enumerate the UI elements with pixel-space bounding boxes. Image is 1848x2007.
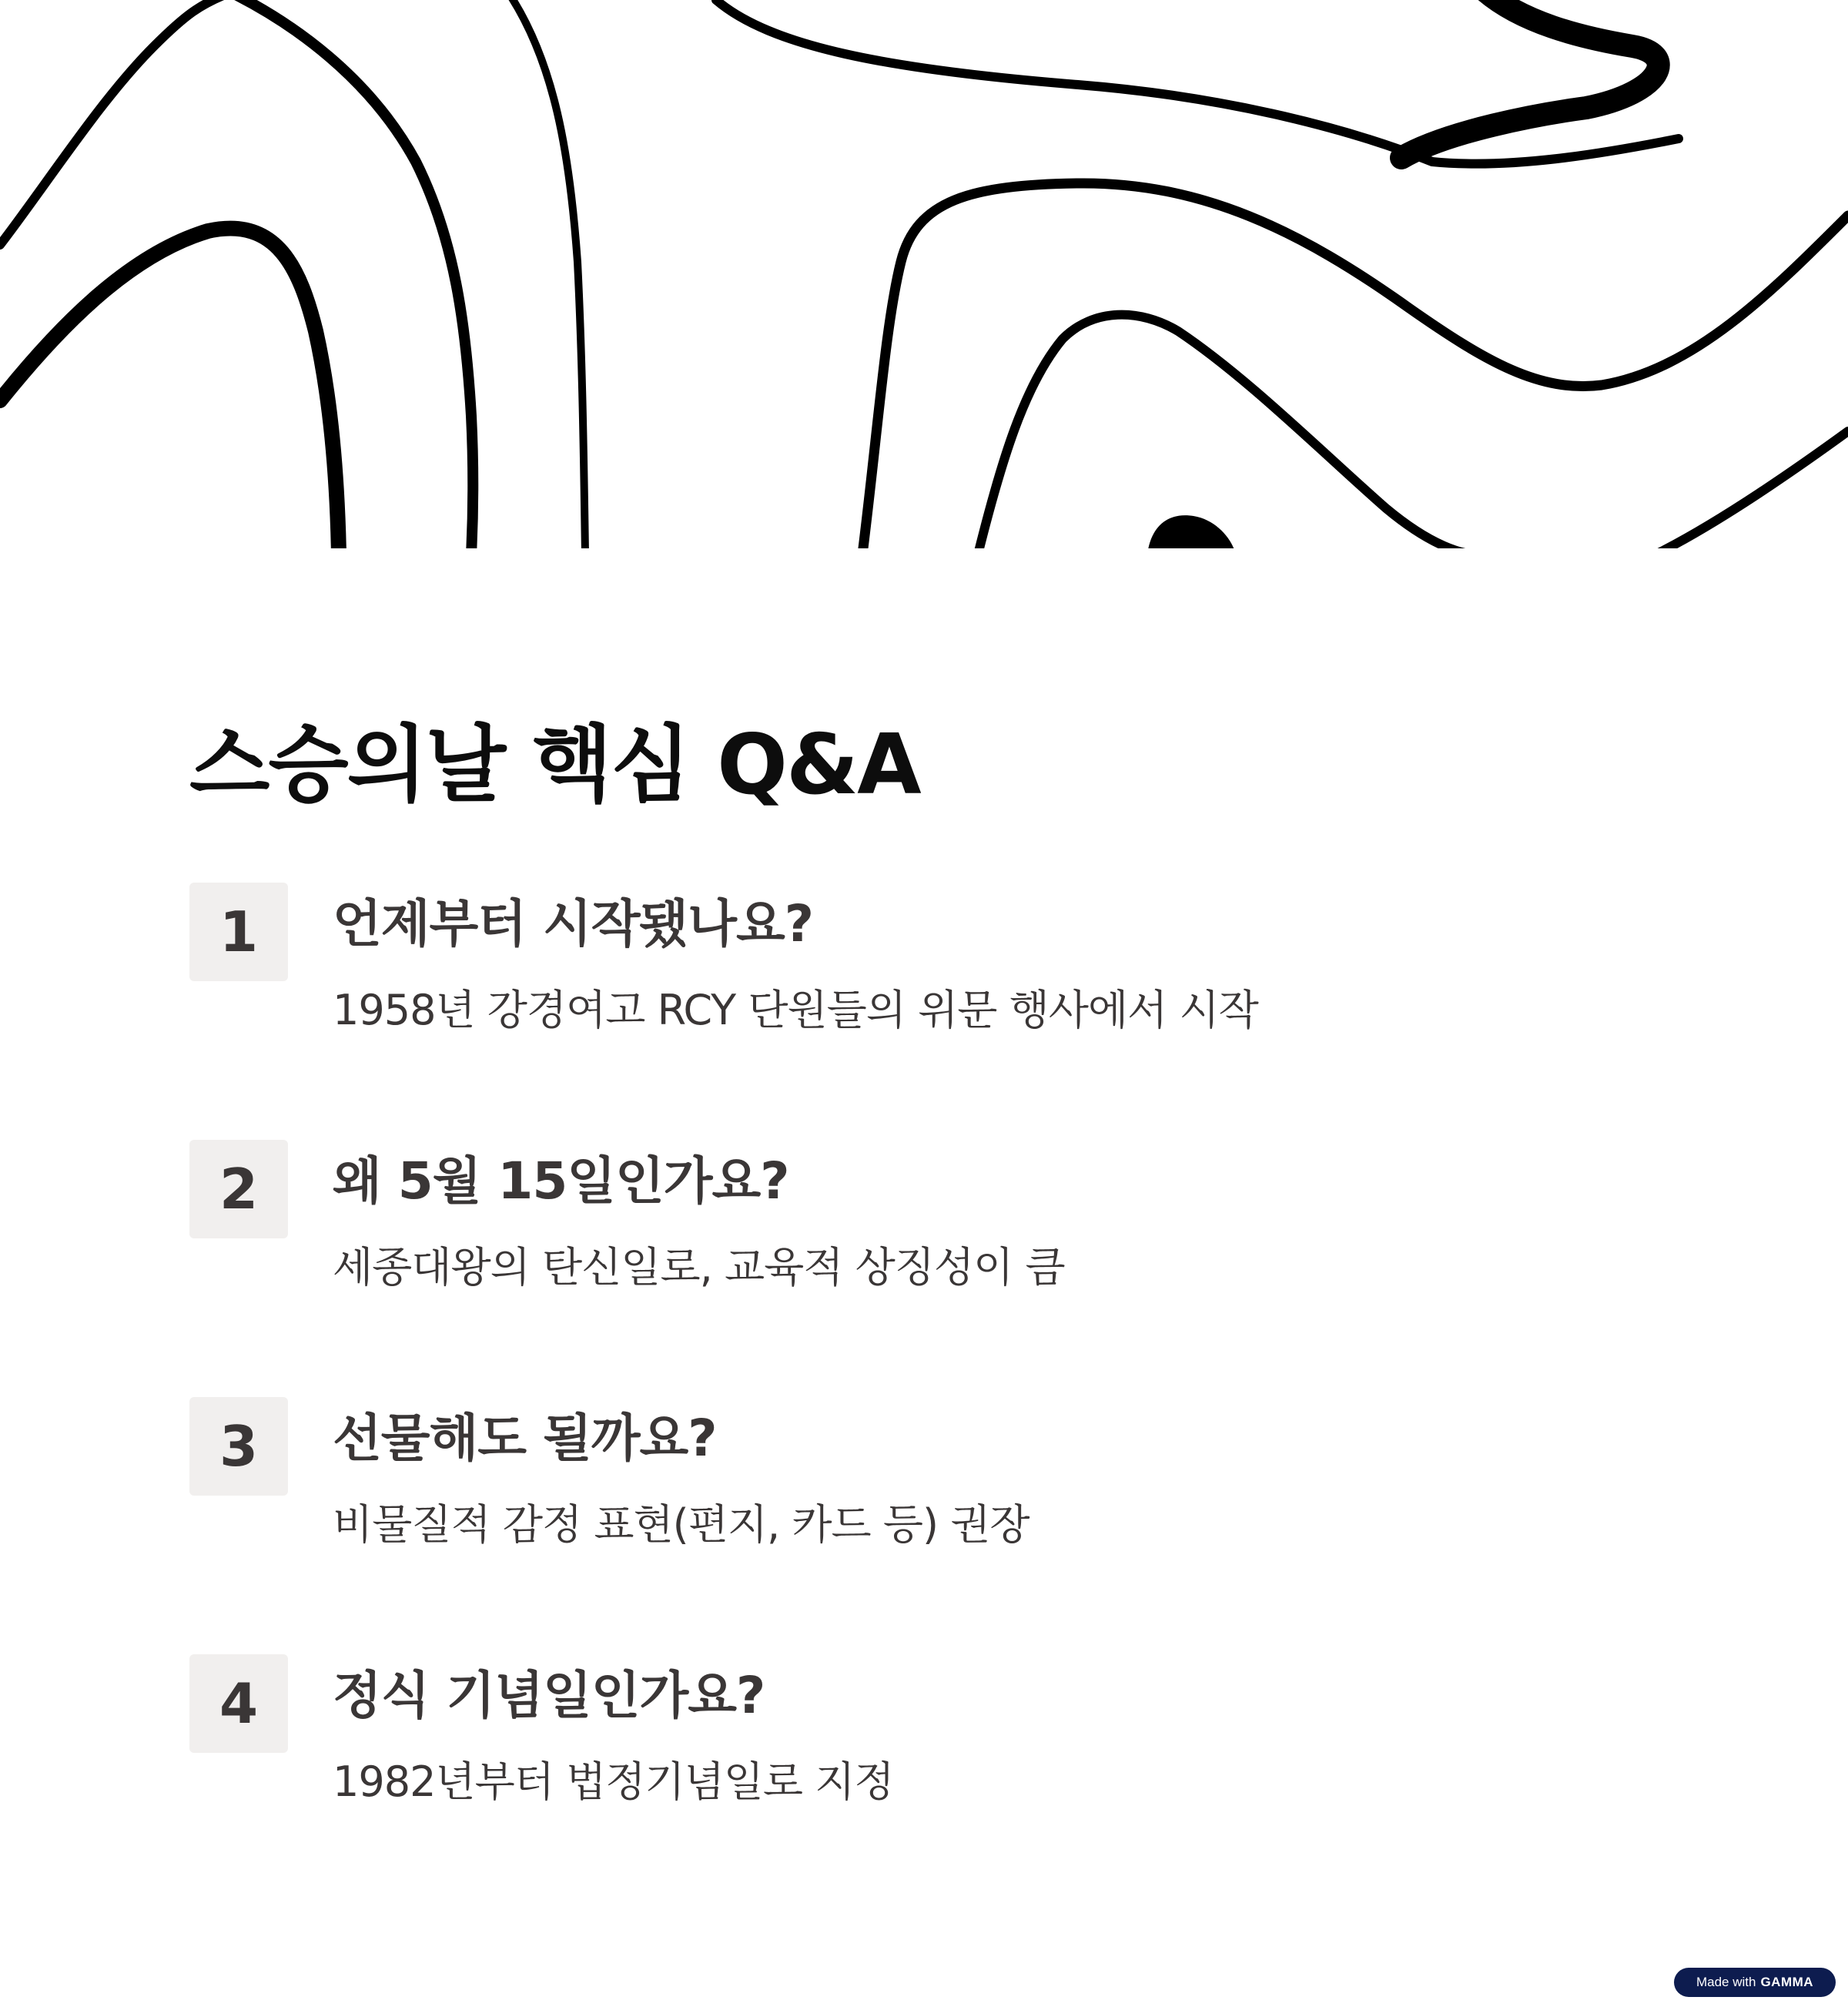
badge-text: Made with [1696, 1975, 1756, 1989]
qa-list [189, 883, 1652, 1912]
topographic-lines-illustration [0, 0, 1848, 548]
number-badge [189, 1397, 288, 1496]
made-with-gamma-badge[interactable] [1674, 1968, 1836, 1997]
answer-text: 세종대왕의 탄신일로, 교육적 상징성이 큼 [333, 1243, 1065, 1292]
number-badge [189, 1654, 288, 1753]
qa-item-4 [189, 1654, 1652, 1912]
hero-image [0, 0, 1848, 548]
number-badge [189, 883, 288, 981]
main-content [189, 717, 1652, 1806]
qa-item-2 [189, 1140, 1652, 1397]
question-heading: 정식 기념일인가요? [333, 1666, 765, 1725]
page-title: 스승의날 핵심 Q&A [189, 717, 920, 813]
number-label: 3 [219, 1414, 259, 1479]
number-label: 1 [219, 900, 259, 964]
qa-item-1 [189, 883, 1652, 1140]
question-heading: 선물해도 될까요? [333, 1409, 717, 1468]
number-badge [189, 1140, 288, 1238]
question-heading: 언제부터 시작됐나요? [333, 894, 814, 953]
answer-text: 비물질적 감정 표현(편지, 카드 등) 권장 [333, 1500, 1029, 1549]
number-label: 4 [219, 1671, 259, 1736]
gamma-logo: GAMMA [1760, 1975, 1814, 1989]
question-heading: 왜 5월 15일인가요? [333, 1151, 789, 1211]
number-label: 2 [219, 1157, 259, 1221]
qa-item-3 [189, 1397, 1652, 1654]
answer-text: 1958년 강경여고 RCY 단원들의 위문 행사에서 시작 [333, 986, 1258, 1034]
answer-text: 1982년부터 법정기념일로 지정 [333, 1757, 894, 1806]
